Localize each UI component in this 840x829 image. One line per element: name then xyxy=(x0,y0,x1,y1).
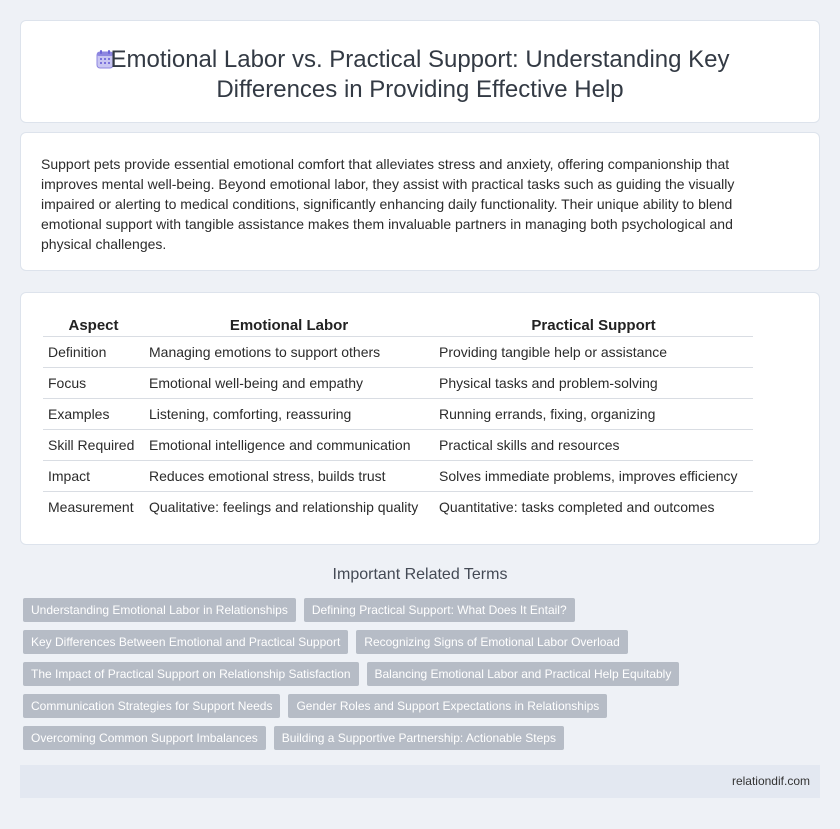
related-term-tag[interactable]: The Impact of Practical Support on Relationship Satisfaction xyxy=(23,662,359,686)
row-emotional: Emotional well-being and empathy xyxy=(144,367,434,398)
page-title: Emotional Labor vs. Practical Support: Understanding Key Differences in Providing Effective Help xyxy=(110,46,730,103)
row-emotional: Managing emotions to support others xyxy=(144,336,434,367)
related-term-tag[interactable]: Recognizing Signs of Emotional Labor Overload xyxy=(356,630,627,654)
related-term-tag[interactable]: Communication Strategies for Support Needs xyxy=(23,694,280,718)
header-card xyxy=(20,20,820,123)
row-practical: Solves immediate problems, improves efficiency xyxy=(434,460,753,491)
related-terms-heading: Important Related Terms xyxy=(332,566,508,583)
table-row xyxy=(43,367,753,398)
related-term-tag[interactable]: Defining Practical Support: What Does It Entail? xyxy=(304,598,575,622)
row-practical: Providing tangible help or assistance xyxy=(434,336,753,367)
row-emotional: Emotional intelligence and communication xyxy=(144,429,434,460)
row-emotional: Qualitative: feelings and relationship quality xyxy=(149,498,419,515)
footer xyxy=(20,765,820,798)
row-emotional: Listening, comforting, reassuring xyxy=(144,398,434,429)
row-practical: Physical tasks and problem-solving xyxy=(434,367,753,398)
table-header-row xyxy=(43,315,753,336)
row-aspect: Measurement xyxy=(48,498,134,515)
row-emotional: Reduces emotional stress, builds trust xyxy=(144,460,434,491)
header-aspect: Aspect xyxy=(43,315,144,336)
comparison-card xyxy=(20,292,820,545)
related-term-tag[interactable]: Key Differences Between Emotional and Practical Support xyxy=(23,630,348,654)
intro-paragraph: Support pets provide essential emotional comfort that alleviates stress and anxiety, offering companionship that improves mental well-being. Beyond emotional labor, they assist with practical tasks such as guiding the visually impaired or alerting to medical conditions, significantly enhancing daily functionality. Their unique ability to blend emotional support with tangible assistance makes them invaluable partners in managing both psychological and physical challenges. xyxy=(41,156,735,252)
row-aspect: Examples xyxy=(43,398,144,429)
related-term-tag[interactable]: Understanding Emotional Labor in Relationships xyxy=(23,598,296,622)
row-practical: Running errands, fixing, organizing xyxy=(434,398,753,429)
table-row xyxy=(43,336,753,367)
comparison-table xyxy=(43,315,753,522)
table-row xyxy=(43,491,753,522)
row-aspect: Focus xyxy=(43,367,144,398)
footer-site-link[interactable]: relationdif.com xyxy=(731,774,810,788)
related-term-tag[interactable]: Building a Supportive Partnership: Actionable Steps xyxy=(274,726,564,750)
header-emotional-labor: Emotional Labor xyxy=(144,315,434,336)
row-aspect: Definition xyxy=(43,336,144,367)
row-aspect: Impact xyxy=(43,460,144,491)
related-terms-list xyxy=(23,598,723,758)
table-row xyxy=(43,398,753,429)
row-practical: Practical skills and resources xyxy=(434,429,753,460)
related-term-tag[interactable]: Overcoming Common Support Imbalances xyxy=(23,726,266,750)
header-practical-support: Practical Support xyxy=(434,315,753,336)
related-term-tag[interactable]: Balancing Emotional Labor and Practical Help Equitably xyxy=(367,662,680,686)
intro-card xyxy=(20,132,820,271)
row-aspect: Skill Required xyxy=(43,429,144,460)
table-row xyxy=(43,429,753,460)
row-practical: Quantitative: tasks completed and outcomes xyxy=(439,498,715,515)
related-term-tag[interactable]: Gender Roles and Support Expectations in Relationships xyxy=(288,694,607,718)
table-row xyxy=(43,460,753,491)
